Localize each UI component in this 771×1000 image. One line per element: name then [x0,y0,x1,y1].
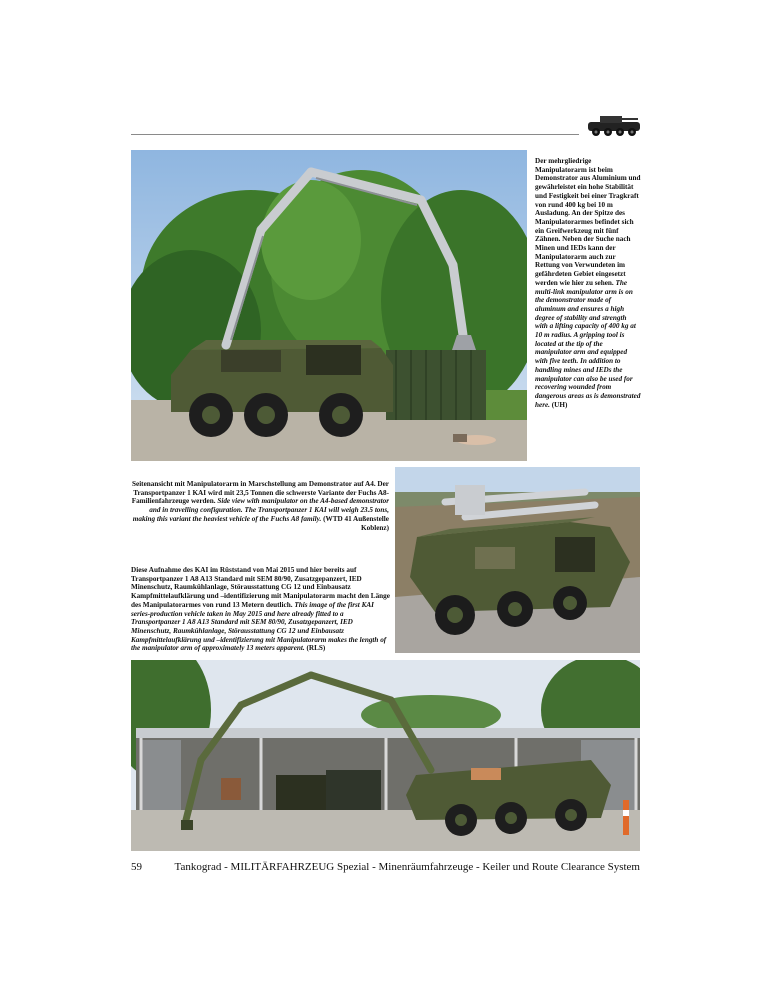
photo-first-series-vehicle-shelter [131,660,640,851]
page-footer [131,861,640,875]
photo-credit: (RLS) [306,644,326,653]
page-number: 59 [131,861,142,873]
photo-credit: (UH) [551,400,568,409]
running-title: Tankograd - MILITÄRFAHRZEUG Spezial - Minenräumfahrzeuge - Keiler und Route Clearance System [174,861,640,873]
caption-side-view [131,480,389,532]
photo-side-view-travelling [395,467,640,653]
caption-manipulator-arm [535,157,641,409]
caption-text-english: The multi-link manipulator arm is on the demonstrator made of aluminum and ensures a high degree of stability and strength with a lifting capacity of 400 kg at 10 m radius. A gripping tool is located at the tip of the manipulator arm and equipped with five teeth. In addition to handling mines and IEDs the manipulator can also be used for recovering wounded from dangerous areas as is demonstrated here. [535,278,641,409]
caption-text-german: Der mehrgliedrige Manipulatorarm ist beim Demonstrator aus Aluminium und gewährleistet ein hohe Stabilität und Festigkeit bei einer Tragkraft von rund 400 kg bei 10 m Ausladung. An der Spitze des Manipulatorarmes befindet sich ein Greifwerkzeug mit fünf Zähnen. Neben der Suche nach Minen und IEDs kann der Manipulatorarm auch zur Rettung von Verwundeten im gefährdeten Gebiet eingesetzt werden wie hier zu sehen. [535,157,641,287]
header-rule [131,134,579,135]
caption-text-german: Seitenansicht mit Manipulatorarm in Marschstellung am Demonstrator auf A4. Der Transportpanzer 1 KAI wird mit 23,5 Tonnen die schwerste Variante der Fuchs A8-Familienfahrzeuge werden. [131,480,389,506]
caption-first-series-vehicle [131,566,393,653]
caption-text-english: This image of the first KAI series-production vehicle taken in May 2015 and here already fitted to a Transportpanzer 1 A8 A13 Standard mit SEM 80/90, Zusatzgepanzert, IED Minenschutz, Raumkühlanlage, Störausstattung CG 12 und Einbausatz Kampfmittelaufklärung und –identifizierung mit Manipulatorarm makes the length of the manipulator arm of approximately 13 meters apparent. [131,600,387,653]
caption-text-german: Diese Aufnahme des KAI im Rüststand von Mai 2015 und hier bereits auf Transportpanzer 1 A8 A13 Standard mit SEM 80/90, Zusatzgepanzert, IED Minenschutz, Raumkühlanlage, Störausstattung CG 12 und Einbausatz Kampfmittelaufklärung und –identifizierung mit Manipulatorarm macht den Länge des Manipulatorarmes von rund 13 Metern deutlich. [131,566,390,609]
tank-silhouette-icon [586,110,642,138]
caption-text-english: Side view with manipulator on the A4-based demonstrator and in travelling configuration. The Transportpanzer 1 KAI will weigh 23.5 tons, making this variant the heaviest vehicle of the Fuchs A8 family. [132,497,389,523]
photo-manipulator-arm-demonstrator [131,150,527,461]
photo-credit: (WTD 41 Außenstelle Koblenz) [323,514,389,532]
